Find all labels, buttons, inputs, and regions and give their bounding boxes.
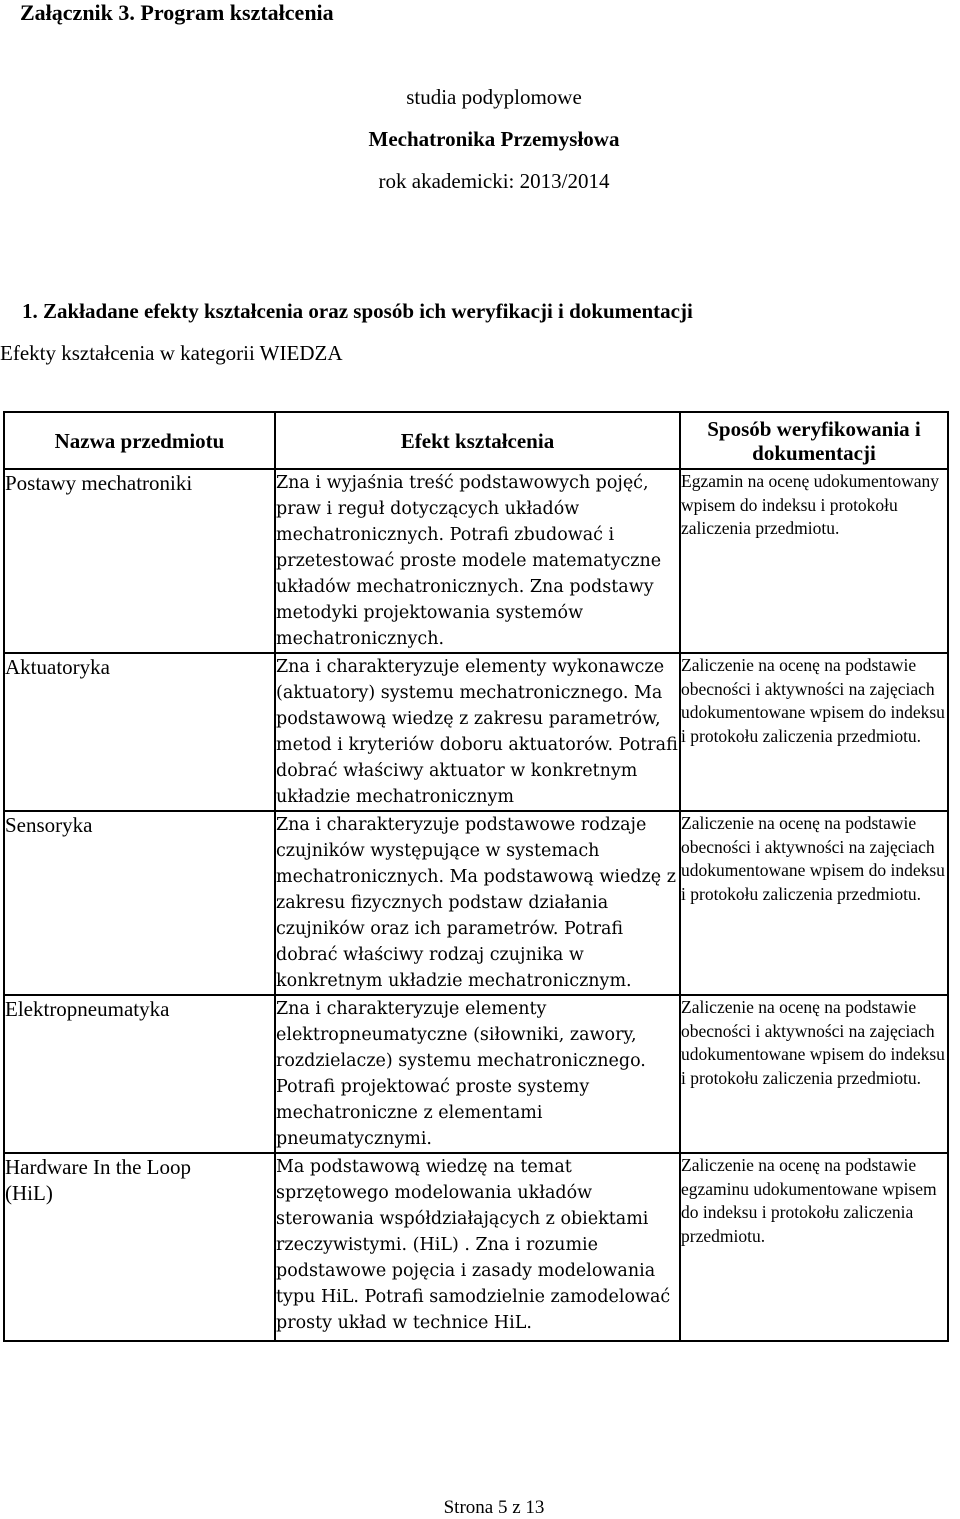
method-cell: Zaliczenie na ocenę na podstawie obecności i aktywności na zajęciach udokumentowane wpisem do indeksu i protokołu zaliczenia przedmiotu. bbox=[680, 811, 948, 995]
subject-cell: Postawy mechatroniki bbox=[4, 469, 275, 653]
section-title: 1. Zakładane efekty kształcenia oraz sposób ich weryfikacji i dokumentacji bbox=[22, 299, 693, 323]
method-cell: Zaliczenie na ocenę na podstawie obecności i aktywności na zajęciach udokumentowane wpisem do indeksu i protokołu zaliczenia przedmiotu. bbox=[680, 995, 948, 1153]
subject-cell: Sensoryka bbox=[4, 811, 275, 995]
table-row bbox=[4, 1153, 948, 1341]
academic-year: rok akademicki: 2013/2014 bbox=[378, 169, 610, 193]
learning-outcomes-table bbox=[3, 411, 949, 1342]
annex-title: Załącznik 3. Program kształcenia bbox=[20, 0, 334, 25]
table-row bbox=[4, 995, 948, 1153]
table-row bbox=[4, 811, 948, 995]
effect-cell: Ma podstawową wiedzę na temat sprzętowego modelowania układów sterowania współdziałających z obiektami rzeczywistymi. (HiL) . Zna i rozumie podstawowe pojęcia i zasady modelowania typu HiL. Potrafi samodzielnie zamodelować prosty układ w technice HiL. bbox=[275, 1153, 680, 1341]
study-type: studia podyplomowe bbox=[406, 85, 582, 109]
subject-cell: Aktuatoryka bbox=[4, 653, 275, 811]
effect-cell: Zna i charakteryzuje podstawowe rodzaje czujników występujące w systemach mechatronicznych. Ma podstawową wiedzę z zakresu fizycznych podstaw działania czujników oraz ich parametrów. Potrafi dobrać właściwy rodzaj czujnika w konkretnym układzie mechatronicznym. bbox=[275, 811, 680, 995]
effect-cell: Zna i charakteryzuje elementy elektropneumatyczne (siłowniki, zawory, rozdzielacze) systemu mechatronicznego. Potrafi projektować proste systemy mechatroniczne z elementami pneumatycznymi. bbox=[275, 995, 680, 1153]
subject-cell: Hardware In the Loop (HiL) bbox=[4, 1153, 275, 1341]
table-row bbox=[4, 469, 948, 653]
effect-cell: Zna i charakteryzuje elementy wykonawcze (aktuatory) systemu mechatronicznego. Ma podstawową wiedzę z zakresu parametrów, metod i kryteriów doboru aktuatorów. Potrafi dobrać właściwy aktuator w konkretnym układzie mechatronicznym bbox=[275, 653, 680, 811]
method-cell: Zaliczenie na ocenę na podstawie egzaminu udokumentowane wpisem do indeksu i protokołu zaliczenia przedmiotu. bbox=[680, 1153, 948, 1341]
header-method: Sposób weryfikowania i dokumentacji bbox=[680, 412, 948, 469]
page-number: Strona 5 z 13 bbox=[443, 1497, 545, 1518]
table-header-row bbox=[4, 412, 948, 469]
method-cell: Zaliczenie na ocenę na podstawie obecności i aktywności na zajęciach udokumentowane wpisem do indeksu i protokołu zaliczenia przedmiotu. bbox=[680, 653, 948, 811]
table-row bbox=[4, 653, 948, 811]
effect-cell: Zna i wyjaśnia treść podstawowych pojęć, praw i reguł dotyczących układów mechatronicznych. Potrafi zbudować i przetestować proste modele matematyczne układów mechatronicznych. Zna podstawy metodyki projektowania systemów mechatronicznych. bbox=[275, 469, 680, 653]
header-effect: Efekt kształcenia bbox=[275, 412, 680, 469]
subject-cell: Elektropneumatyka bbox=[4, 995, 275, 1153]
program-name: Mechatronika Przemysłowa bbox=[368, 127, 620, 151]
method-cell: Egzamin na ocenę udokumentowany wpisem do indeksu i protokołu zaliczenia przedmiotu. bbox=[680, 469, 948, 653]
section-subtitle: Efekty kształcenia w kategorii WIEDZA bbox=[0, 341, 343, 365]
header-subject: Nazwa przedmiotu bbox=[4, 412, 275, 469]
